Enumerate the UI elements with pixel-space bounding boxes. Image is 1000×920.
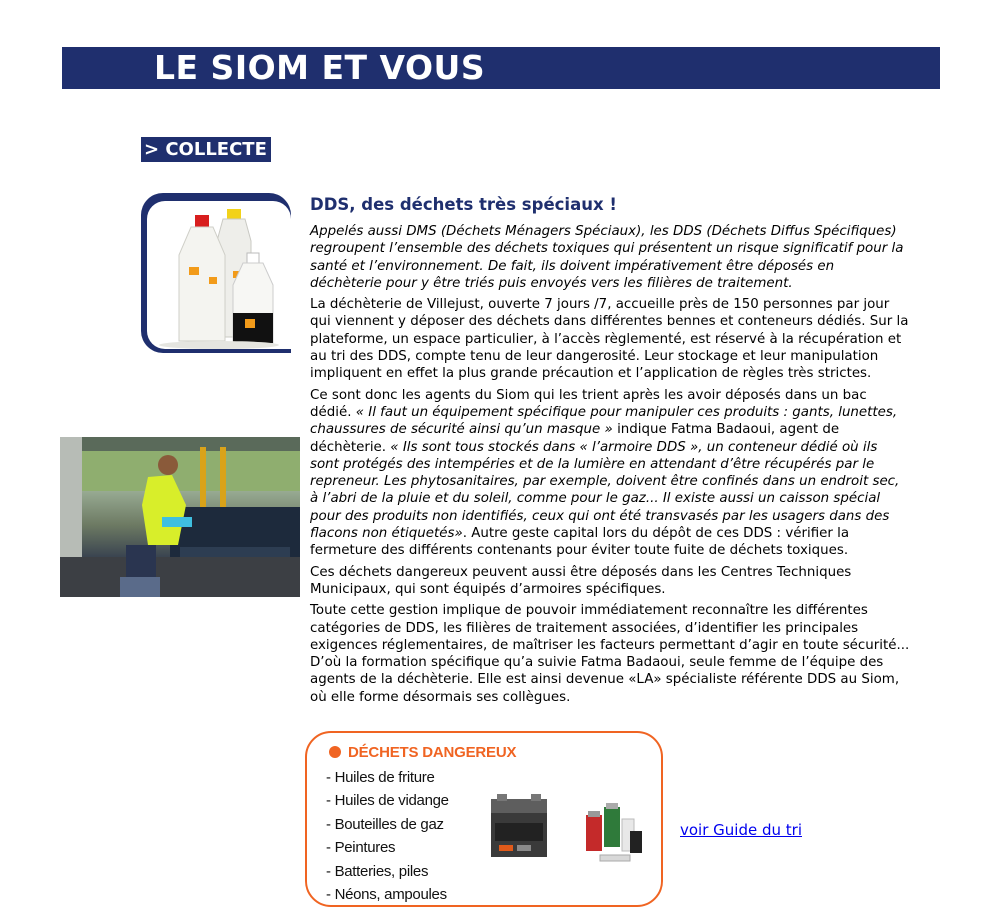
section-label-collecte: > COLLECTE: [141, 137, 271, 162]
hazardous-waste-list: [326, 766, 449, 906]
list-item: - Néons, ampoules: [326, 886, 447, 904]
p3-text-a: Ce sont donc les agents du Siom qui les trient après les avoir déposés dans un bac dédié.: [310, 387, 867, 420]
article: [310, 193, 910, 710]
list-item: - Batteries, piles: [326, 862, 429, 880]
article-paragraph-2: La déchèterie de Villejust, ouverte 7 jours /7, accueille près de 150 personnes par jour qui viennent y déposer des déchets dans différentes bennes et conteneurs dédiés. Sur la plateforme, un espace particulier, à l’accès règlementé, est réservé à la récupération et au tri des DDS, compte tenu de leur dangerosité. Leur stockage et leur manipulation impliquent en effet la plus grande précaution et l’application de règles très strictes.: [310, 297, 909, 382]
callout-title-text: DÉCHETS DANGEREUX: [348, 744, 517, 761]
page-title: LE SIOM ET VOUS: [154, 48, 486, 87]
hazardous-waste-callout: [305, 731, 663, 907]
photo-agent-sorting: [60, 437, 300, 597]
list-item: - Huiles de friture: [326, 769, 435, 786]
list-item: - Bouteilles de gaz: [326, 815, 444, 833]
list-item: - Huiles de vidange: [326, 792, 449, 810]
worker-illustration: [60, 437, 300, 597]
p3-text-c: indique Fatma Badaoui, agent de déchèterie.: [310, 422, 840, 455]
photo-chemical-bottles: [141, 193, 291, 353]
header-banner: [62, 47, 940, 89]
guide-du-tri-link[interactable]: voir Guide du tri: [680, 821, 802, 839]
article-paragraph-3: [310, 387, 910, 560]
list-item: - Peintures: [326, 839, 396, 857]
bottles-illustration: [147, 201, 291, 349]
p3-quote-1: « Il faut un équipement spécifique pour manipuler ces produits : gants, lunettes, chaussures de sécurité ainsi qu’un masque »: [310, 404, 898, 438]
p3-quote-2: « Ils sont tous stockés dans « l’armoire DDS », un conteneur dédié où ils sont protégés des intempéries et de la lumière en attendant d’être récupérés par le repreneur. Les phytosanitaires, par exemple, doivent être confinés dans un endroit sec, à l’abri de la pluie et du soleil, comme pour le gaz... Il existe aussi un caisson spécial pour des produits non identifiés, ceux qui ont été transvasés par les usagers dans des flacons non étiquetés»: [310, 439, 900, 542]
bullet-dot-icon: [329, 746, 341, 758]
batteries-and-bulbs-icon: [582, 801, 646, 867]
callout-title: [329, 743, 516, 763]
car-battery-icon: [487, 793, 551, 863]
article-paragraph-5: Toute cette gestion implique de pouvoir immédiatement reconnaître les différentes catégories de DDS, les filières de traitement associées, d’identifier les principales exigences réglementaires, de maîtriser les facteurs permettant d’agir en toute sécurité... D’où la formation spécifique qu’a suivie Fatma Badaoui, seule femme de l’équipe des agents de la déchèterie. Elle est ainsi devenue «LA» spécialiste référente DDS au Siom, où elle forme désormais ses collègues.: [310, 603, 910, 705]
p3-text-e: . Autre geste capital lors du dépôt de ces DDS : vérifier la fermeture des différents contenants pour éviter toute fuite de déchets toxiques.: [310, 526, 850, 559]
article-paragraph-4: Ces déchets dangereux peuvent aussi être déposés dans les Centres Techniques Municipaux, qui sont équipés d’armoires spécifiques.: [310, 564, 852, 597]
article-title: DDS, des déchets très spéciaux !: [310, 195, 617, 214]
article-intro: Appelés aussi DMS (Déchets Ménagers Spéciaux), les DDS (Déchets Diffus Spécifiques) regroupent l’ensemble des déchets toxiques qui présentent un risque significatif pour la santé et l’environnement. De fait, ils doivent impérativement être déposés en déchèterie pour y être triés puis envoyés vers les filières de traitement.: [310, 224, 904, 291]
